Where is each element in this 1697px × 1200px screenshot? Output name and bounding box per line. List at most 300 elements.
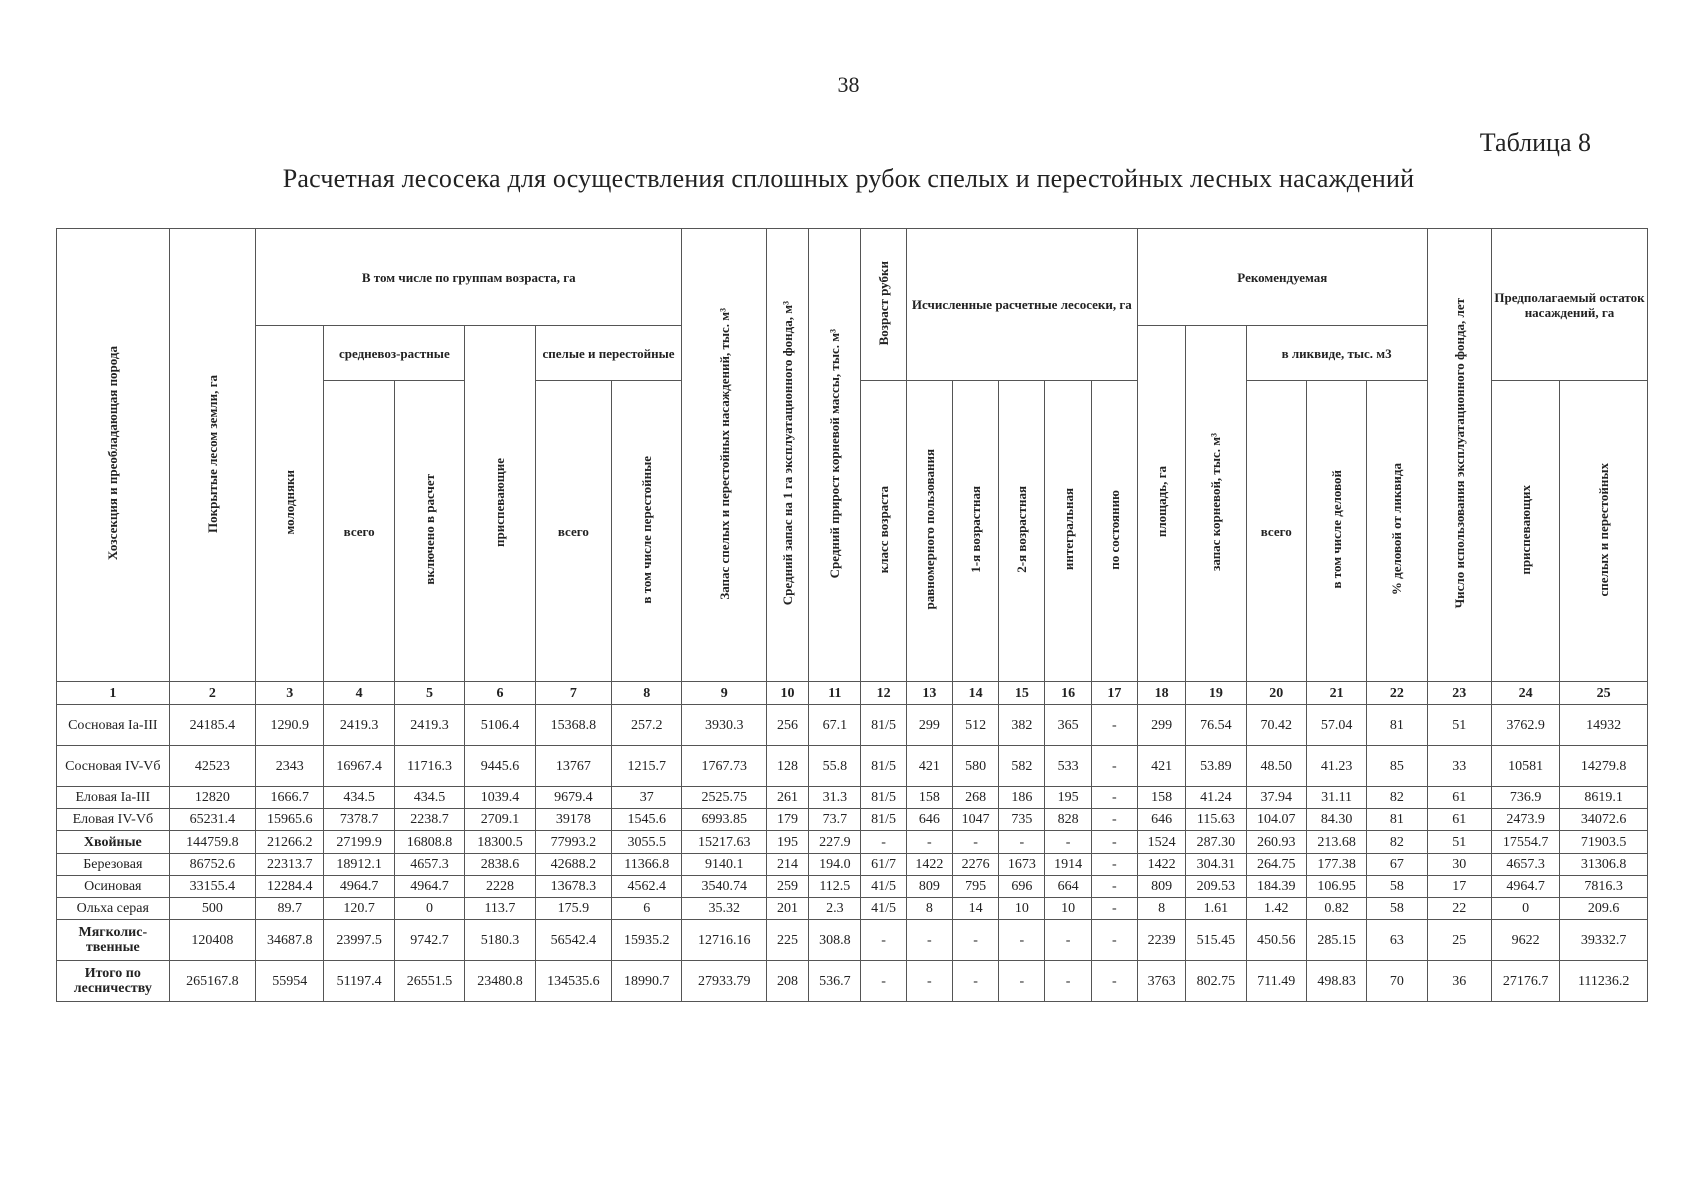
table-cell: 17554.7 (1491, 831, 1559, 854)
table-cell: 15935.2 (612, 920, 682, 961)
table-cell: 4657.3 (1491, 854, 1559, 876)
table-cell: 711.49 (1246, 961, 1306, 1002)
table-cell: 106.95 (1306, 876, 1366, 898)
table-cell: 285.15 (1306, 920, 1366, 961)
table-cell: 299 (906, 705, 952, 746)
column-number: 18 (1137, 682, 1185, 705)
table-cell: - (1045, 831, 1091, 854)
table-cell: 225 (766, 920, 808, 961)
table-cell: 1047 (952, 809, 998, 831)
row-label: Сосновая IV-Vб (57, 746, 170, 787)
table-cell: 256 (766, 705, 808, 746)
table-cell: 42688.2 (535, 854, 611, 876)
table-cell: 82 (1367, 831, 1427, 854)
table-cell: 3055.5 (612, 831, 682, 854)
table-cell: 14 (952, 898, 998, 920)
column-number: 8 (612, 682, 682, 705)
data-table (56, 228, 1648, 1002)
header-mature: спелые и перестойные (535, 326, 682, 381)
table-cell: 2.3 (809, 898, 861, 920)
table-cell: 536.7 (809, 961, 861, 1002)
table-cell: 31.3 (809, 787, 861, 809)
table-cell: - (1045, 920, 1091, 961)
table-cell: 287.30 (1186, 831, 1246, 854)
column-number: 14 (952, 682, 998, 705)
table-cell: 23480.8 (465, 961, 535, 1002)
column-number: 24 (1491, 682, 1559, 705)
table-row (57, 705, 1648, 746)
header-rec-stock: запас корневой, тыс. м³ (1186, 326, 1246, 682)
table-cell: 128 (766, 746, 808, 787)
table-cell: 227.9 (809, 831, 861, 854)
row-label: Осиновая (57, 876, 170, 898)
table-cell: 115.63 (1186, 809, 1246, 831)
header-avg-stock: Средний запас на 1 га эксплуатационного фонда, м³ (766, 229, 808, 682)
table-cell: 736.9 (1491, 787, 1559, 809)
table-cell: 261 (766, 787, 808, 809)
header-maturing: приспевающие (465, 326, 535, 682)
table-cell: 104.07 (1246, 809, 1306, 831)
table-cell: - (861, 961, 906, 1002)
table-cell: 63 (1367, 920, 1427, 961)
table-cell: 120408 (169, 920, 255, 961)
table-cell: 1422 (906, 854, 952, 876)
table-cell: 434.5 (324, 787, 394, 809)
table-cell: 7816.3 (1560, 876, 1648, 898)
column-number: 23 (1427, 682, 1491, 705)
column-number: 1 (57, 682, 170, 705)
table-cell: 1.42 (1246, 898, 1306, 920)
table-cell: 67 (1367, 854, 1427, 876)
table-cell: 2709.1 (465, 809, 535, 831)
table-cell: 41.23 (1306, 746, 1366, 787)
table-cell: 8 (1137, 898, 1185, 920)
header-mature-overmature: в том числе перестойные (612, 381, 682, 682)
column-number: 16 (1045, 682, 1091, 705)
document-title: Расчетная лесосека для осуществления сплошных рубок спелых и перестойных лесных насаждений (282, 164, 1415, 193)
table-cell: 3762.9 (1491, 705, 1559, 746)
row-label: Еловая Ia-III (57, 787, 170, 809)
table-cell: 735 (999, 809, 1045, 831)
table-cell: 0 (1491, 898, 1559, 920)
table-cell: 10 (999, 898, 1045, 920)
table-cell: 9445.6 (465, 746, 535, 787)
header-mature-total: всего (535, 381, 611, 682)
row-label: Ольха серая (57, 898, 170, 920)
table-cell: 8 (906, 898, 952, 920)
table-cell: 6993.85 (682, 809, 766, 831)
header-middle-total: всего (324, 381, 394, 682)
table-cell: 81/5 (861, 809, 906, 831)
column-number: 11 (809, 682, 861, 705)
table-cell: 71903.5 (1560, 831, 1648, 854)
table-cell: 498.83 (1306, 961, 1366, 1002)
header-remain: Предполагаемый остаток насаждений, га (1491, 229, 1647, 381)
table-cell: 81/5 (861, 746, 906, 787)
table-cell: 22 (1427, 898, 1491, 920)
table-cell: 809 (1137, 876, 1185, 898)
table-cell: 61/7 (861, 854, 906, 876)
table-cell: 646 (906, 809, 952, 831)
table-cell: 35.32 (682, 898, 766, 920)
table-cell: 304.31 (1186, 854, 1246, 876)
table-cell: - (1091, 876, 1137, 898)
column-number: 9 (682, 682, 766, 705)
header-calc-integral: интегральная (1045, 381, 1091, 682)
table-row (57, 898, 1648, 920)
table-cell: 37.94 (1246, 787, 1306, 809)
table-cell: 0.82 (1306, 898, 1366, 920)
table-row (57, 920, 1648, 961)
table-cell: - (999, 831, 1045, 854)
row-label: Хвойные (57, 831, 170, 854)
table-cell: 646 (1137, 809, 1185, 831)
table-cell: - (906, 961, 952, 1002)
table-cell: - (906, 920, 952, 961)
table-cell: 31.11 (1306, 787, 1366, 809)
table-cell: - (952, 961, 998, 1002)
table-cell: 4964.7 (324, 876, 394, 898)
table-cell: 184.39 (1246, 876, 1306, 898)
table-cell: 61 (1427, 787, 1491, 809)
table-cell: 299 (1137, 705, 1185, 746)
column-number: 2 (169, 682, 255, 705)
table-cell: 77993.2 (535, 831, 611, 854)
table-cell: 1767.73 (682, 746, 766, 787)
table-cell: - (861, 831, 906, 854)
table-cell: 39178 (535, 809, 611, 831)
table-cell: 2343 (256, 746, 324, 787)
table-cell: 76.54 (1186, 705, 1246, 746)
table-cell: 53.89 (1186, 746, 1246, 787)
header-avg-growth: Средний прирост корневой массы, тыс. м³ (809, 229, 861, 682)
table-cell: 42523 (169, 746, 255, 787)
table-cell: 1666.7 (256, 787, 324, 809)
table-cell: 802.75 (1186, 961, 1246, 1002)
table-cell: 7378.7 (324, 809, 394, 831)
table-cell: 1039.4 (465, 787, 535, 809)
header-young: молодняки (256, 326, 324, 682)
header-calc-age2: 2-я возрастная (999, 381, 1045, 682)
header-calc-condition: по состоянию (1091, 381, 1137, 682)
column-number-row (57, 682, 1648, 705)
header-rec-total: всего (1246, 381, 1306, 682)
table-cell: 265167.8 (169, 961, 255, 1002)
table-cell: 500 (169, 898, 255, 920)
table-cell: 1.61 (1186, 898, 1246, 920)
row-label: Итого по лесничеству (57, 961, 170, 1002)
header-rec-pct: % деловой от ликвида (1367, 381, 1427, 682)
table-cell: 421 (906, 746, 952, 787)
table-cell: 27176.7 (1491, 961, 1559, 1002)
table-cell: 14279.8 (1560, 746, 1648, 787)
table-cell: 10581 (1491, 746, 1559, 787)
table-cell: 12284.4 (256, 876, 324, 898)
table-row (57, 961, 1648, 1002)
header-remain-maturing: приспевающих (1491, 381, 1559, 682)
table-cell: 179 (766, 809, 808, 831)
table-cell: 23997.5 (324, 920, 394, 961)
table-cell: 3540.74 (682, 876, 766, 898)
table-cell: 58 (1367, 876, 1427, 898)
table-cell: 22313.7 (256, 854, 324, 876)
table-cell: 21266.2 (256, 831, 324, 854)
table-cell: 268 (952, 787, 998, 809)
table-cell: 9140.1 (682, 854, 766, 876)
table-cell: 8619.1 (1560, 787, 1648, 809)
table-cell: 51 (1427, 831, 1491, 854)
header-rec-area: площадь, га (1137, 326, 1185, 682)
table-cell: 26551.5 (394, 961, 464, 1002)
row-label: Березовая (57, 854, 170, 876)
table-cell: 1545.6 (612, 809, 682, 831)
table-cell: 18990.7 (612, 961, 682, 1002)
table-cell: 51197.4 (324, 961, 394, 1002)
table-cell: - (1045, 961, 1091, 1002)
table-cell: 201 (766, 898, 808, 920)
table-cell: 1914 (1045, 854, 1091, 876)
column-number: 19 (1186, 682, 1246, 705)
row-label: Сосновая Ia-III (57, 705, 170, 746)
table-cell: 17 (1427, 876, 1491, 898)
table-cell: 1673 (999, 854, 1045, 876)
table-row (57, 854, 1648, 876)
table-cell: 18912.1 (324, 854, 394, 876)
table-cell: 82 (1367, 787, 1427, 809)
table-cell: 696 (999, 876, 1045, 898)
table-cell: 2239 (1137, 920, 1185, 961)
column-number: 5 (394, 682, 464, 705)
table-label: Таблица 8 (1479, 128, 1591, 157)
table-row (57, 809, 1648, 831)
table-cell: - (952, 920, 998, 961)
table-cell: 81/5 (861, 705, 906, 746)
table-cell: - (1091, 787, 1137, 809)
header-species: Хозсекция и преобладающая порода (57, 229, 170, 682)
header-age-groups: В том числе по группам возраста, га (256, 229, 682, 326)
table-cell: 809 (906, 876, 952, 898)
table-cell: 158 (906, 787, 952, 809)
table-cell: 15217.63 (682, 831, 766, 854)
table-cell: 37 (612, 787, 682, 809)
table-cell: 31306.8 (1560, 854, 1648, 876)
table-cell: 61 (1427, 809, 1491, 831)
column-number: 25 (1560, 682, 1648, 705)
column-number: 3 (256, 682, 324, 705)
column-number: 22 (1367, 682, 1427, 705)
table-cell: 11716.3 (394, 746, 464, 787)
table-cell: 15965.6 (256, 809, 324, 831)
column-number: 7 (535, 682, 611, 705)
table-row (57, 876, 1648, 898)
table-cell: 18300.5 (465, 831, 535, 854)
table-cell: 27199.9 (324, 831, 394, 854)
header-forest-area: Покрытые лесом земли, га (169, 229, 255, 682)
table-cell: 1422 (1137, 854, 1185, 876)
table-cell: 533 (1045, 746, 1091, 787)
table-cell: 41/5 (861, 898, 906, 920)
table-cell: 12716.16 (682, 920, 766, 961)
table-cell: 158 (1137, 787, 1185, 809)
table-cell: 9622 (1491, 920, 1559, 961)
table-cell: 86752.6 (169, 854, 255, 876)
table-cell: 48.50 (1246, 746, 1306, 787)
table-cell: 55.8 (809, 746, 861, 787)
column-number: 20 (1246, 682, 1306, 705)
column-number: 15 (999, 682, 1045, 705)
table-cell: 84.30 (1306, 809, 1366, 831)
header-rec-liquid: в ликвиде, тыс. м3 (1246, 326, 1427, 381)
table-cell: 582 (999, 746, 1045, 787)
table-cell: - (906, 831, 952, 854)
table-cell: 512 (952, 705, 998, 746)
table-cell: - (1091, 961, 1137, 1002)
column-number: 13 (906, 682, 952, 705)
table-cell: 4562.4 (612, 876, 682, 898)
table-cell: 34687.8 (256, 920, 324, 961)
column-number: 6 (465, 682, 535, 705)
table-cell: 2228 (465, 876, 535, 898)
table-cell: 421 (1137, 746, 1185, 787)
header-calc-age1: 1-я возрастная (952, 381, 998, 682)
table-cell: 1290.9 (256, 705, 324, 746)
header-stock: Запас спелых и перестойных насаждений, тыс. м³ (682, 229, 766, 682)
table-cell: 194.0 (809, 854, 861, 876)
header-cutting-age: Возраст рубки (861, 229, 906, 381)
column-number: 10 (766, 682, 808, 705)
table-cell: 73.7 (809, 809, 861, 831)
table-cell: - (1091, 854, 1137, 876)
table-cell: 259 (766, 876, 808, 898)
table-cell: 30 (1427, 854, 1491, 876)
table-cell: - (999, 920, 1045, 961)
table-cell: - (1091, 920, 1137, 961)
table-cell: - (1091, 898, 1137, 920)
table-cell: 450.56 (1246, 920, 1306, 961)
table-cell: 58 (1367, 898, 1427, 920)
column-number: 12 (861, 682, 906, 705)
table-cell: 57.04 (1306, 705, 1366, 746)
table-cell: 70 (1367, 961, 1427, 1002)
header-years: Число использования эксплуатационного фонда, лет (1427, 229, 1491, 682)
table-cell: 177.38 (1306, 854, 1366, 876)
table-cell: 39332.7 (1560, 920, 1648, 961)
table-row (57, 787, 1648, 809)
table-cell: - (1091, 705, 1137, 746)
table-cell: 382 (999, 705, 1045, 746)
table-cell: 41.24 (1186, 787, 1246, 809)
table-cell: 36 (1427, 961, 1491, 1002)
header-recommended: Рекомендуемая (1137, 229, 1427, 326)
table-row (57, 746, 1648, 787)
table-cell: 208 (766, 961, 808, 1002)
header-remain-mature: спелых и перестойных (1560, 381, 1648, 682)
table-cell: 795 (952, 876, 998, 898)
table-cell: 1215.7 (612, 746, 682, 787)
table-cell: 81 (1367, 705, 1427, 746)
column-number: 21 (1306, 682, 1366, 705)
table-cell: 260.93 (1246, 831, 1306, 854)
table-cell: 81 (1367, 809, 1427, 831)
table-cell: 6 (612, 898, 682, 920)
row-label: Еловая IV-Vб (57, 809, 170, 831)
table-cell: 365 (1045, 705, 1091, 746)
table-cell: 5106.4 (465, 705, 535, 746)
table-cell: 2525.75 (682, 787, 766, 809)
table-cell: 664 (1045, 876, 1091, 898)
table-cell: 3763 (1137, 961, 1185, 1002)
table-cell: 264.75 (1246, 854, 1306, 876)
table-cell: 2419.3 (324, 705, 394, 746)
table-body (57, 682, 1648, 1002)
table-cell: 2419.3 (394, 705, 464, 746)
table-cell: 56542.4 (535, 920, 611, 961)
header-middle-aged: средневоз-растные (324, 326, 465, 381)
table-cell: 85 (1367, 746, 1427, 787)
table-cell: 120.7 (324, 898, 394, 920)
table-cell: 257.2 (612, 705, 682, 746)
table-cell: 51 (1427, 705, 1491, 746)
table-cell: 3930.3 (682, 705, 766, 746)
table-cell: 9679.4 (535, 787, 611, 809)
table-row (57, 831, 1648, 854)
table-cell: 10 (1045, 898, 1091, 920)
table-cell: 2473.9 (1491, 809, 1559, 831)
table-cell: 55954 (256, 961, 324, 1002)
table-cell: 308.8 (809, 920, 861, 961)
table-cell: 4657.3 (394, 854, 464, 876)
table-cell: - (952, 831, 998, 854)
table-cell: 25 (1427, 920, 1491, 961)
table-cell: 214 (766, 854, 808, 876)
table-cell: 111236.2 (1560, 961, 1648, 1002)
table-cell: 515.45 (1186, 920, 1246, 961)
column-number: 4 (324, 682, 394, 705)
header-rec-business: в том числе деловой (1306, 381, 1366, 682)
table-cell: - (999, 961, 1045, 1002)
table-cell: 434.5 (394, 787, 464, 809)
table-cell: 41/5 (861, 876, 906, 898)
header-age-class: класс возраста (861, 381, 906, 682)
header-calc-uniform: равномерного пользования (906, 381, 952, 682)
table-cell: 11366.8 (612, 854, 682, 876)
page-number: 38 (837, 72, 860, 97)
table-cell: 134535.6 (535, 961, 611, 1002)
table-cell: 33 (1427, 746, 1491, 787)
header-middle-included: включено в расчет (394, 381, 464, 682)
table-cell: 34072.6 (1560, 809, 1648, 831)
table-cell: 175.9 (535, 898, 611, 920)
table-cell: 13767 (535, 746, 611, 787)
table-cell: 2838.6 (465, 854, 535, 876)
table-cell: - (1091, 809, 1137, 831)
table-cell: 65231.4 (169, 809, 255, 831)
header-calc-lots: Исчисленные расчетные лесосеки, га (906, 229, 1137, 381)
table-cell: 186 (999, 787, 1045, 809)
table-cell: 195 (766, 831, 808, 854)
table-cell: 580 (952, 746, 998, 787)
table-cell: 15368.8 (535, 705, 611, 746)
table-cell: 13678.3 (535, 876, 611, 898)
table-cell: - (1091, 831, 1137, 854)
table-cell: 4964.7 (394, 876, 464, 898)
table-cell: 24185.4 (169, 705, 255, 746)
table-cell: - (1091, 746, 1137, 787)
table-cell: 81/5 (861, 787, 906, 809)
table-cell: 209.53 (1186, 876, 1246, 898)
row-label: Мягколис-твенные (57, 920, 170, 961)
column-number: 17 (1091, 682, 1137, 705)
